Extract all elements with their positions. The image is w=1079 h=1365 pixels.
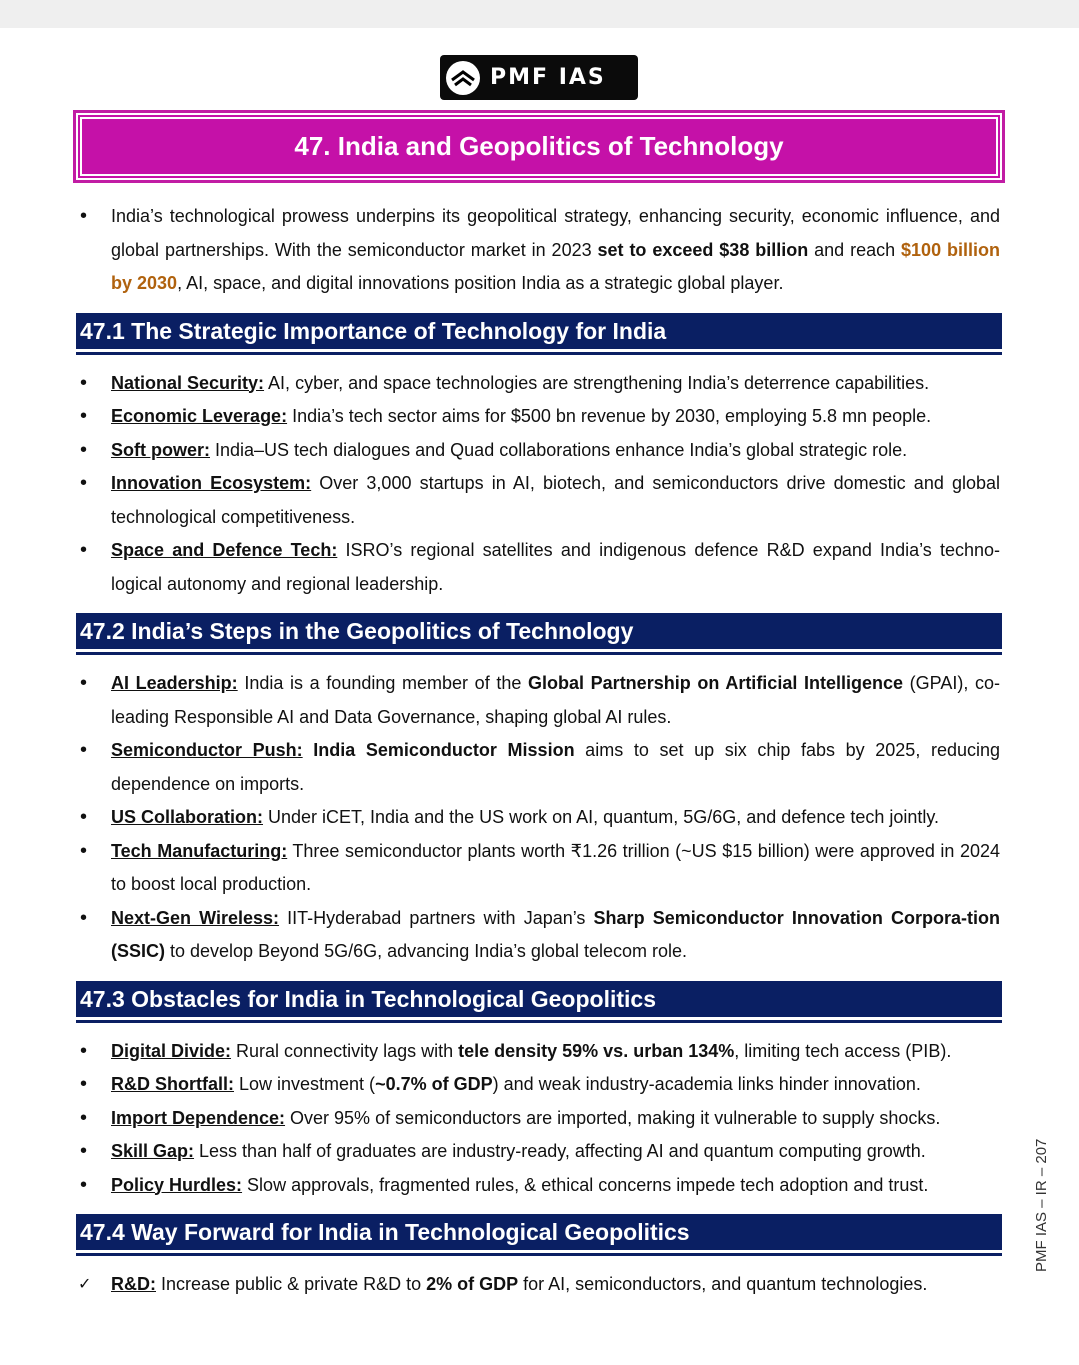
section-heading-47-3: 47.3 Obstacles for India in Technological Geopolitics: [76, 981, 1000, 1023]
list-item: • Innovation Ecosystem: Over 3,000 startups in AI, biotech, and semiconductors drive domestic and global technological competitiveness.: [76, 467, 1000, 534]
list-item: • US Collaboration: Under iCET, India and the US work on AI, quantum, 5G/6G, and defence tech jointly.: [76, 801, 1000, 835]
logo-text: PMF IAS: [490, 65, 606, 90]
list-item: • Economic Leverage: India’s tech sector aims for $500 bn revenue by 2030, employing 5.8 mn people.: [76, 400, 1000, 434]
list-item: • Semiconductor Push: India Semiconductor Mission aims to set up six chip fabs by 2025, reducing dependence on imports.: [76, 734, 1000, 801]
page-content: [76, 200, 1000, 1302]
section-47-2-list: [76, 667, 1000, 969]
chapter-title-box: [73, 110, 1005, 183]
list-item: • AI Leadership: India is a founding member of the Global Partnership on Artificial Intelligence (GPAI), co-leading Responsible AI and Data Governance, shaping global AI rules.: [76, 667, 1000, 734]
section-47-1-list: [76, 367, 1000, 602]
list-item: • Space and Defence Tech: ISRO’s regional satellites and indigenous defence R&D expand India’s techno-logical autonomy and regional leadership.: [76, 534, 1000, 601]
list-item: • R&D Shortfall: Low investment (~0.7% of GDP) and weak industry-academia links hinder innovation.: [76, 1068, 1000, 1102]
pmf-ias-logo: [440, 55, 638, 100]
page-number: PMF IAS – IR – 207: [1033, 1138, 1050, 1272]
list-item: • Digital Divide: Rural connectivity lags with tele density 59% vs. urban 134%, limiting tech access (PIB).: [76, 1035, 1000, 1069]
section-47-3-list: [76, 1035, 1000, 1203]
top-bar: [0, 0, 1079, 28]
list-item: • Policy Hurdles: Slow approvals, fragmented rules, & ethical concerns impede tech adoption and trust.: [76, 1169, 1000, 1203]
list-item: • Skill Gap: Less than half of graduates are industry-ready, affecting AI and quantum computing growth.: [76, 1135, 1000, 1169]
section-heading-47-2: 47.2 India’s Steps in the Geopolitics of Technology: [76, 613, 1000, 655]
intro-paragraph: • India’s technological prowess underpins its geopolitical strategy, enhancing security, economic influence, and global partnerships. With the semiconductor market in 2023 set to exceed $38 billion and reach $100 billion by 2030, AI, space, and digital innovations position India as a strategic global player.: [76, 200, 1000, 301]
chapter-title: 47. India and Geopolitics of Technology: [294, 131, 784, 161]
section-heading-47-1: 47.1 The Strategic Importance of Technology for India: [76, 313, 1000, 355]
list-item: ✓ R&D: Increase public & private R&D to 2% of GDP for AI, semiconductors, and quantum technologies.: [76, 1268, 1000, 1302]
list-item: • Tech Manufacturing: Three semiconductor plants worth ₹1.26 trillion (~US $15 billion) were approved in 2024 to boost local production.: [76, 835, 1000, 902]
list-item: • Import Dependence: Over 95% of semiconductors are imported, making it vulnerable to supply shocks.: [76, 1102, 1000, 1136]
section-47-4-list: [76, 1268, 1000, 1302]
logo-chevron-icon: [446, 61, 480, 95]
intro-list: [76, 200, 1000, 301]
list-item: • Soft power: India–US tech dialogues and Quad collaborations enhance India’s global strategic role.: [76, 434, 1000, 468]
list-item: • Next-Gen Wireless: IIT-Hyderabad partners with Japan’s Sharp Semiconductor Innovation Corpora-tion (SSIC) to develop Beyond 5G/6G, advancing India’s global telecom role.: [76, 902, 1000, 969]
section-heading-47-4: 47.4 Way Forward for India in Technological Geopolitics: [76, 1214, 1000, 1256]
list-item: • National Security: AI, cyber, and space technologies are strengthening India’s deterrence capabilities.: [76, 367, 1000, 401]
